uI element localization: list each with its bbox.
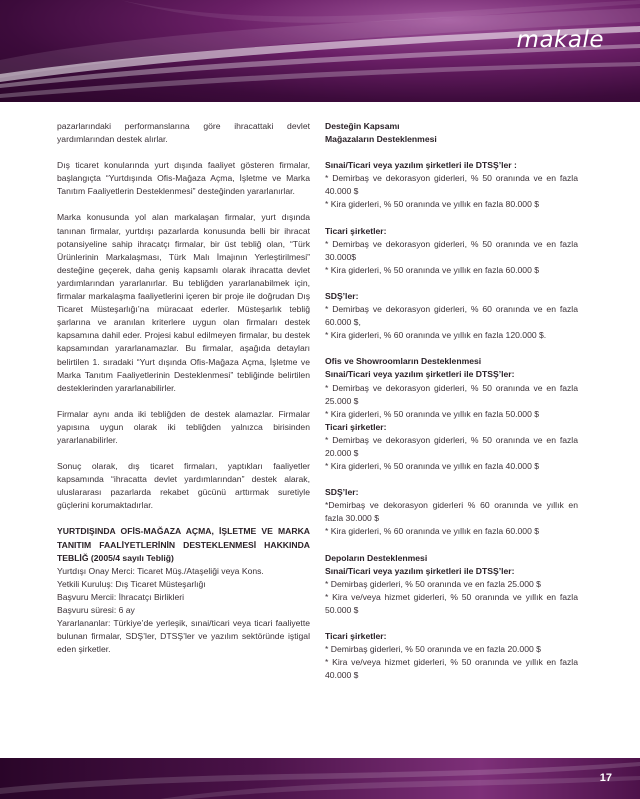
depot-support-title: Depoların Desteklenmesi xyxy=(325,552,428,563)
teblig-line: Yetkili Kuruluş: Dış Ticaret Müsteşarlığı xyxy=(57,578,206,589)
support-item: * Demirbaş ve dekorasyon giderleri, % 50 oranında ve en fazla 30.000$ xyxy=(325,238,578,262)
support-item: * Kira ve/veya hizmet giderleri, % 50 oranında ve yıllık en fazla 50.000 $ xyxy=(325,591,578,615)
office-group-heading: Sınai/Ticari veya yazılım şirketleri ile DTSŞ’ler: xyxy=(325,369,515,380)
office-group-heading: Ticari şirketler: xyxy=(325,421,387,432)
store-group-heading: Ticari şirketler: xyxy=(325,225,387,236)
header-banner xyxy=(0,0,640,102)
support-item: *Demirbaş ve dekorasyon giderleri % 60 oranında ve yıllık en fazla 30.000 $ xyxy=(325,500,578,524)
store-support-title: Mağazaların Desteklenmesi xyxy=(325,134,437,145)
support-item: * Demirbaş giderleri, % 50 oranında ve en fazla 25.000 $ xyxy=(325,578,541,589)
depot-group-heading: Ticari şirketler: xyxy=(325,631,387,641)
support-item: * Demirbaş ve dekorasyon giderleri, % 50 oranında ve en fazla 40.000 $ xyxy=(325,173,578,197)
teblig-heading: YURTDIŞINDA OFİS-MAĞAZA AÇMA, İŞLETME VE MARKA TANITIM FAALİYETLERİNİN DESTEKLENMESİ HAKKINDA TEBLİĞ (2005/4 sayılı Tebliğ) xyxy=(57,526,310,563)
office-support-title: Ofis ve Showroomların Desteklenmesi xyxy=(325,356,482,367)
support-item: * Kira giderleri, % 60 oranında ve yıllık en fazla 120.000 $. xyxy=(325,330,547,341)
left-column xyxy=(57,120,310,656)
teblig-line: Yurtdışı Onay Merci: Ticaret Müş./Ataşeliği veya Kons. xyxy=(57,565,264,576)
support-item: * Kira giderleri, % 50 oranında ve yıllık en fazla 40.000 $ xyxy=(325,461,540,472)
support-item: * Kira giderleri, % 60 oranında ve yıllık en fazla 60.000 $ xyxy=(325,526,540,537)
paragraph: pazarlarındaki performanslarına göre ihracattaki devlet yardımlarından destek alırlar. xyxy=(57,121,310,145)
store-group-heading: Sınai/Ticari veya yazılım şirketleri ile DTSŞ’ler : xyxy=(325,160,517,171)
support-scope-title: Desteğin Kapsamı xyxy=(325,121,400,131)
page-number: 17 xyxy=(599,772,612,784)
support-item: * Kira giderleri, % 50 oranında ve yıllık en fazla 60.000 $ xyxy=(325,264,540,275)
office-group-heading: SDŞ’ler: xyxy=(325,487,359,498)
support-item: * Demirbaş ve dekorasyon giderleri, % 60 oranında ve en fazla 60.000 $, xyxy=(325,304,578,328)
teblig-line: Yararlananlar: Türkiye’de yerleşik, sınai/ticari veya ticari faaliyette bulunan firmalar, SDŞ’ler, DTSŞ’ler ve yazılım sektöründe iştigal eden şirketler. xyxy=(57,618,310,655)
section-label: makale xyxy=(516,27,604,53)
support-item: * Demirbaş ve dekorasyon giderleri, % 50 oranında ve en fazla 20.000 $ xyxy=(325,434,578,458)
paragraph: Sonuç olarak, dış ticaret firmaları, yaptıkları faaliyetler kapsamında “ihracatta devlet yardımlarından” destek alarak, uluslararası pazarlarda rekabet gücünü arttırmak suretiyle güçlerini korumaktadırlar. xyxy=(57,461,310,511)
support-item: * Demirbaş giderleri, % 50 oranında ve en fazla 20.000 $ xyxy=(325,644,541,655)
teblig-line: Başvuru Mercii: İhracatçı Birlikleri xyxy=(57,591,185,602)
support-item: * Kira giderleri, % 50 oranında ve yıllık en fazla 80.000 $ xyxy=(325,199,540,210)
paragraph: Marka konusunda yol alan markalaşan firmalar, yurt dışında tanınan firmalar, yurtdışı pazarlarda konusunda belli bir ihracat potansiyeline sahip ihracatçı firmalar, bir üst tebliğ olan, “Türk Ürünlerinin Markalaşması, Türk Malı İmajının Yerleştirilmesi” desteğine geçerek, daha geniş kapsamlı olarak ihracatta devlet yardımlarından yararlanırlar. Bu tebliğden yararlanabilmek için, firmalar markalaşma faaliyetlerini içeren bir proje ile doğrudan Dış Ticaret Müsteşarlığı’na müracaat ederler. Müsteşarlık tebliğ şarlarına ve aranılan kriterlere uygun olan firmaları destek kapsamına dahil eder. Projesi kabul edilmeyen firmalar, bu destek kapsamından yararlanamazlar. Bu firmalar, aşağıda detayları belirtilen 1. sıradaki “Yurt dışında Ofis-Mağaza Açma, İşletme ve Marka Tanıtım Faaliyetlerinin Desteklenmesi” tebliğinde belirtilen desteklerinden yararlanabilirler. xyxy=(57,212,310,393)
support-item: * Kira giderleri, % 50 oranında ve yıllık en fazla 50.000 $ xyxy=(325,408,540,419)
support-item: * Demirbaş ve dekorasyon giderleri, % 50 oranında ve en fazla 25.000 $ xyxy=(325,382,578,406)
store-group-heading: SDŞ’ler: xyxy=(325,290,359,301)
paragraph: Firmalar aynı anda iki tebliğden de destek alamazlar. Firmalar yapısına uygun olarak iki tebliğden yalnızca birisinden yararlanabilirler. xyxy=(57,408,310,445)
depot-group-heading: Sınai/Ticari veya yazılım şirketleri ile DTSŞ’ler: xyxy=(325,565,515,576)
footer-banner xyxy=(0,758,640,799)
teblig-line: Başvuru süresi: 6 ay xyxy=(57,605,135,615)
right-column xyxy=(325,120,578,682)
footer-swoosh-decoration xyxy=(0,758,640,799)
paragraph: Dış ticaret konularında yurt dışında faaliyet gösteren firmalar, başlangıçta “Yurtdışında Ofis-Mağaza Açma, İşletme ve Marka Tanıtım Faaliyetlerin Desteklenmesi” desteğinden yararlanırlar. xyxy=(57,160,310,197)
support-item: * Kira ve/veya hizmet giderleri, % 50 oranında ve yıllık en fazla 40.000 $ xyxy=(325,657,578,681)
